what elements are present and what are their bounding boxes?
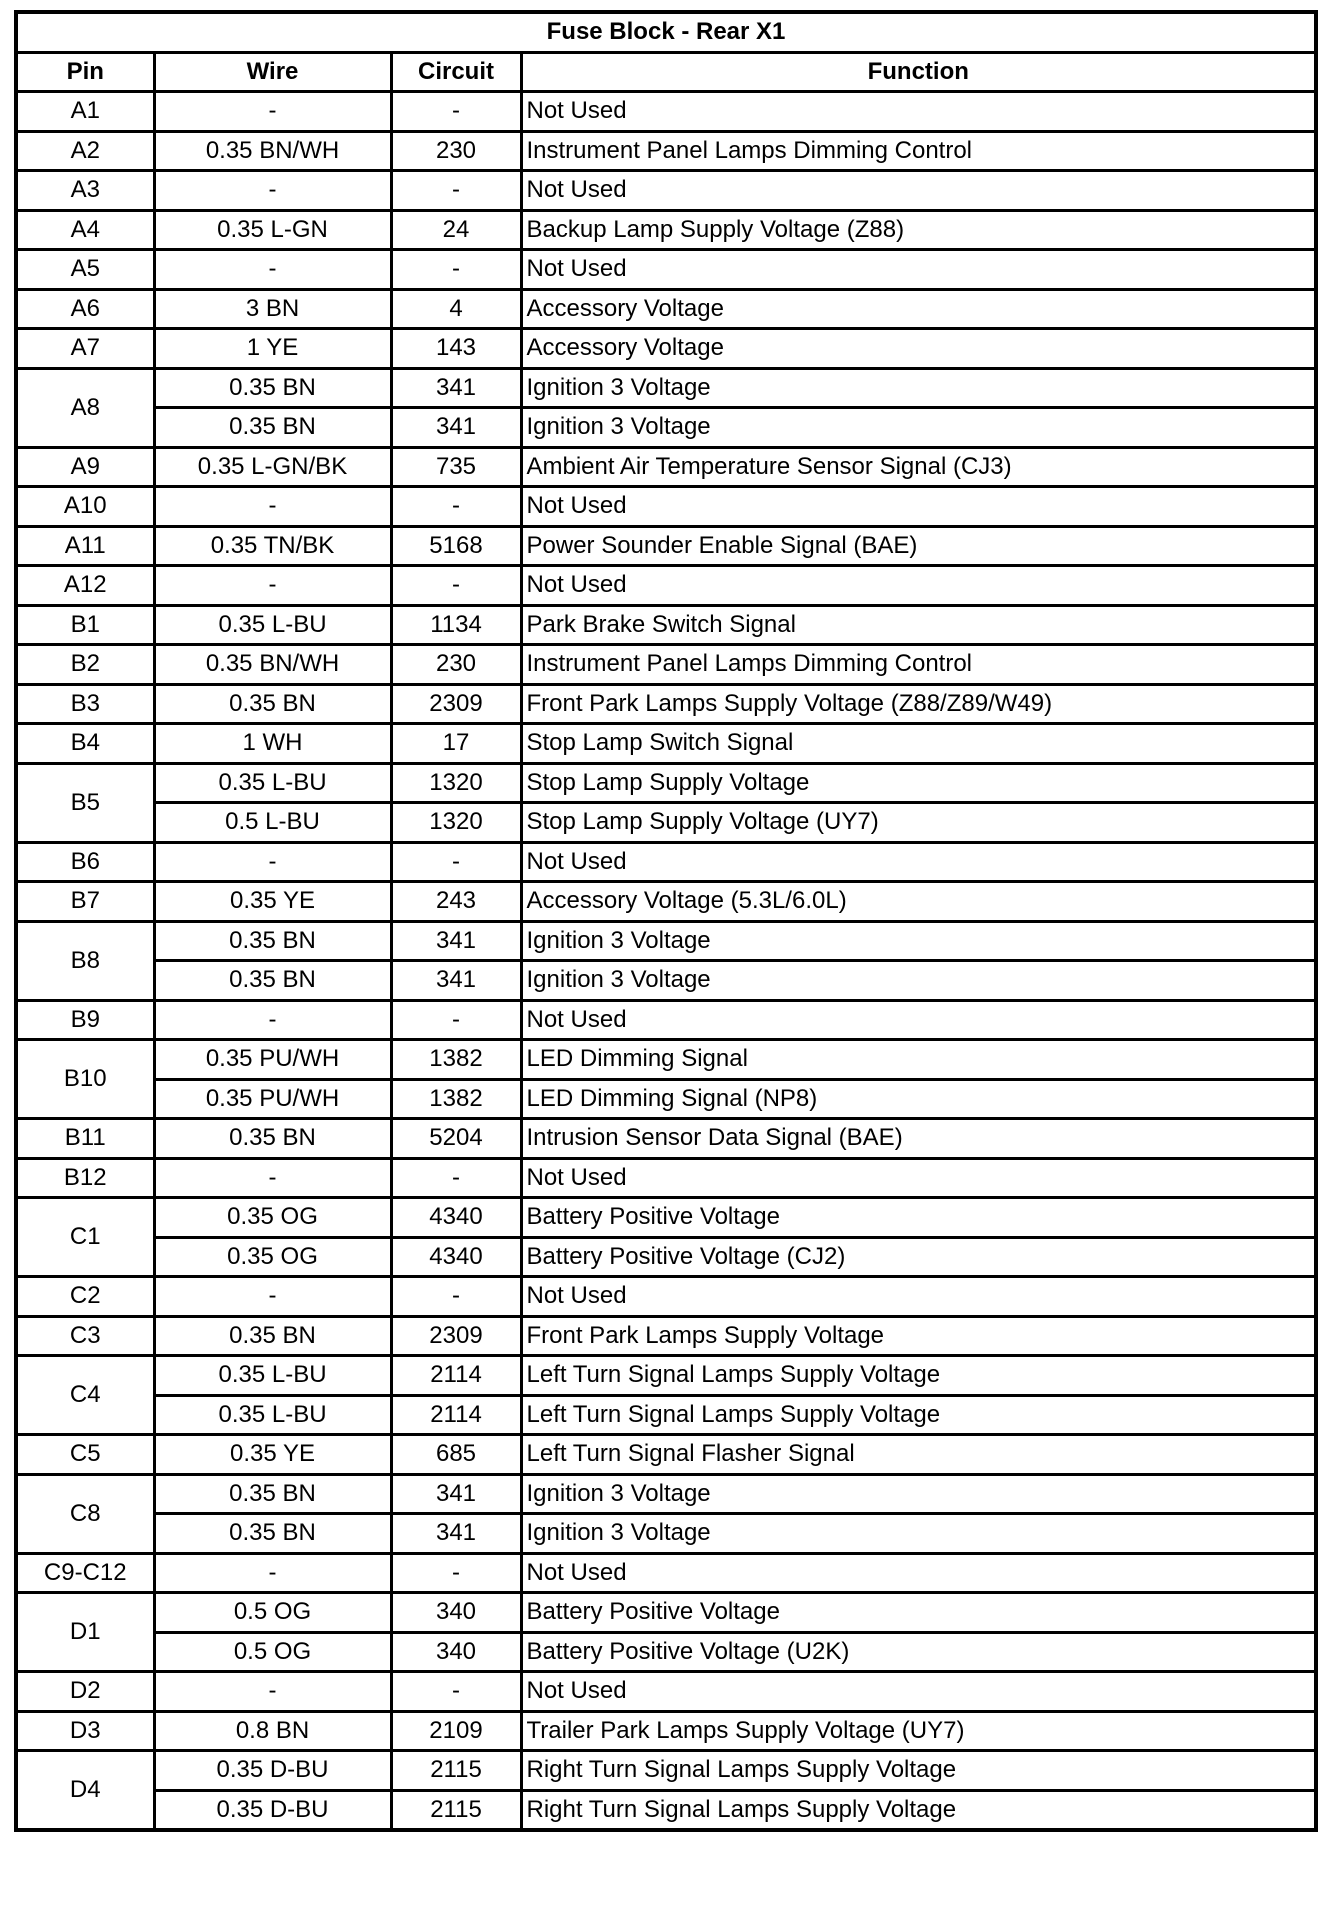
wire-cell: 0.35 YE <box>154 882 391 922</box>
table-row <box>16 961 1316 1001</box>
function-cell: Ignition 3 Voltage <box>521 1514 1316 1554</box>
wire-cell: 0.35 L-BU <box>154 605 391 645</box>
pin-column-header: Pin <box>16 52 154 92</box>
pin-cell: B7 <box>16 882 154 922</box>
function-cell: Ignition 3 Voltage <box>521 961 1316 1001</box>
function-cell: Not Used <box>521 1672 1316 1712</box>
table-title-row <box>16 12 1316 52</box>
circuit-cell: - <box>391 171 521 211</box>
wire-cell: 0.35 BN <box>154 368 391 408</box>
connector-pinout-table <box>14 10 1318 1832</box>
wire-cell: 0.35 BN <box>154 1474 391 1514</box>
table-row <box>16 842 1316 882</box>
table-row <box>16 1593 1316 1633</box>
circuit-cell: - <box>391 1158 521 1198</box>
function-cell: Ignition 3 Voltage <box>521 408 1316 448</box>
wire-cell: 0.35 PU/WH <box>154 1079 391 1119</box>
pin-cell: A3 <box>16 171 154 211</box>
circuit-cell: - <box>391 1553 521 1593</box>
function-cell: LED Dimming Signal <box>521 1040 1316 1080</box>
circuit-cell: 1382 <box>391 1079 521 1119</box>
circuit-cell: 2309 <box>391 1316 521 1356</box>
wire-cell: 0.5 OG <box>154 1632 391 1672</box>
pin-cell: C9-C12 <box>16 1553 154 1593</box>
function-cell: Battery Positive Voltage (CJ2) <box>521 1237 1316 1277</box>
function-cell: Ignition 3 Voltage <box>521 1474 1316 1514</box>
pin-cell: C2 <box>16 1277 154 1317</box>
pin-cell: B5 <box>16 763 154 842</box>
column-header-row <box>16 52 1316 92</box>
pin-cell: A11 <box>16 526 154 566</box>
circuit-cell: 340 <box>391 1593 521 1633</box>
wire-cell: - <box>154 1158 391 1198</box>
table-row <box>16 684 1316 724</box>
circuit-cell: 2114 <box>391 1395 521 1435</box>
wire-cell: 0.35 L-BU <box>154 1395 391 1435</box>
wire-cell: - <box>154 842 391 882</box>
circuit-cell: 1134 <box>391 605 521 645</box>
table-row <box>16 1119 1316 1159</box>
table-row <box>16 566 1316 606</box>
pin-cell: A7 <box>16 329 154 369</box>
function-cell: Ignition 3 Voltage <box>521 921 1316 961</box>
table-row <box>16 1711 1316 1751</box>
circuit-cell: 341 <box>391 921 521 961</box>
wire-cell: - <box>154 487 391 527</box>
table-row <box>16 1198 1316 1238</box>
circuit-cell: 735 <box>391 447 521 487</box>
table-row <box>16 1672 1316 1712</box>
table-row <box>16 171 1316 211</box>
function-cell: Front Park Lamps Supply Voltage (Z88/Z89/W49) <box>521 684 1316 724</box>
pin-cell: B12 <box>16 1158 154 1198</box>
pin-cell: B1 <box>16 605 154 645</box>
table-row <box>16 1751 1316 1791</box>
wire-cell: - <box>154 1000 391 1040</box>
pin-cell: C4 <box>16 1356 154 1435</box>
function-cell: Left Turn Signal Flasher Signal <box>521 1435 1316 1475</box>
table-row <box>16 1158 1316 1198</box>
table-row <box>16 1237 1316 1277</box>
wire-cell: 0.35 OG <box>154 1198 391 1238</box>
function-cell: Stop Lamp Supply Voltage <box>521 763 1316 803</box>
wire-cell: 0.35 PU/WH <box>154 1040 391 1080</box>
circuit-cell: 340 <box>391 1632 521 1672</box>
function-cell: Not Used <box>521 92 1316 132</box>
wire-cell: 0.35 L-GN/BK <box>154 447 391 487</box>
function-cell: Battery Positive Voltage (U2K) <box>521 1632 1316 1672</box>
pin-cell: B6 <box>16 842 154 882</box>
table-row <box>16 1040 1316 1080</box>
pin-cell: A5 <box>16 250 154 290</box>
wire-cell: 0.35 BN/WH <box>154 645 391 685</box>
function-cell: Park Brake Switch Signal <box>521 605 1316 645</box>
circuit-cell: - <box>391 92 521 132</box>
pin-cell: A4 <box>16 210 154 250</box>
pin-cell: A10 <box>16 487 154 527</box>
circuit-cell: 5204 <box>391 1119 521 1159</box>
pin-cell: B11 <box>16 1119 154 1159</box>
function-cell: Trailer Park Lamps Supply Voltage (UY7) <box>521 1711 1316 1751</box>
circuit-cell: - <box>391 1277 521 1317</box>
pin-cell: A9 <box>16 447 154 487</box>
circuit-cell: - <box>391 487 521 527</box>
pin-cell: D3 <box>16 1711 154 1751</box>
function-cell: Not Used <box>521 250 1316 290</box>
wire-cell: 0.35 BN <box>154 408 391 448</box>
pin-cell: B2 <box>16 645 154 685</box>
pin-cell: A1 <box>16 92 154 132</box>
table-row <box>16 605 1316 645</box>
table-row <box>16 645 1316 685</box>
pin-cell: B8 <box>16 921 154 1000</box>
table-row <box>16 1079 1316 1119</box>
table-row <box>16 1553 1316 1593</box>
function-cell: Front Park Lamps Supply Voltage <box>521 1316 1316 1356</box>
wire-cell: 0.5 OG <box>154 1593 391 1633</box>
circuit-cell: 4340 <box>391 1198 521 1238</box>
circuit-cell: 230 <box>391 131 521 171</box>
function-cell: LED Dimming Signal (NP8) <box>521 1079 1316 1119</box>
circuit-cell: 17 <box>391 724 521 764</box>
function-cell: Not Used <box>521 842 1316 882</box>
table-row <box>16 1474 1316 1514</box>
circuit-cell: 4 <box>391 289 521 329</box>
table-title: Fuse Block - Rear X1 <box>16 12 1316 52</box>
table-row <box>16 210 1316 250</box>
function-cell: Left Turn Signal Lamps Supply Voltage <box>521 1356 1316 1396</box>
table-row <box>16 882 1316 922</box>
table-row <box>16 368 1316 408</box>
circuit-cell: 5168 <box>391 526 521 566</box>
wire-cell: 0.5 L-BU <box>154 803 391 843</box>
wire-cell: 1 WH <box>154 724 391 764</box>
wire-cell: 3 BN <box>154 289 391 329</box>
wire-cell: - <box>154 171 391 211</box>
wire-cell: 0.35 L-BU <box>154 763 391 803</box>
pin-cell: C3 <box>16 1316 154 1356</box>
circuit-cell: 243 <box>391 882 521 922</box>
pin-cell: C8 <box>16 1474 154 1553</box>
circuit-cell: 2109 <box>391 1711 521 1751</box>
function-cell: Right Turn Signal Lamps Supply Voltage <box>521 1790 1316 1830</box>
circuit-cell: 2115 <box>391 1751 521 1791</box>
table-row <box>16 1790 1316 1830</box>
function-cell: Backup Lamp Supply Voltage (Z88) <box>521 210 1316 250</box>
pin-rows <box>16 92 1316 1831</box>
function-cell: Not Used <box>521 566 1316 606</box>
table-row <box>16 1356 1316 1396</box>
wire-cell: 0.35 BN <box>154 1119 391 1159</box>
circuit-cell: - <box>391 566 521 606</box>
table-row <box>16 289 1316 329</box>
wire-cell: 0.35 BN <box>154 684 391 724</box>
function-cell: Not Used <box>521 1000 1316 1040</box>
circuit-cell: 1382 <box>391 1040 521 1080</box>
wire-cell: 0.35 D-BU <box>154 1751 391 1791</box>
table-row <box>16 921 1316 961</box>
circuit-cell: - <box>391 1000 521 1040</box>
function-cell: Instrument Panel Lamps Dimming Control <box>521 645 1316 685</box>
table-row <box>16 131 1316 171</box>
table-row <box>16 1514 1316 1554</box>
table-row <box>16 447 1316 487</box>
function-cell: Instrument Panel Lamps Dimming Control <box>521 131 1316 171</box>
circuit-cell: - <box>391 842 521 882</box>
wire-cell: 0.35 L-GN <box>154 210 391 250</box>
table-row <box>16 1435 1316 1475</box>
pin-cell: D2 <box>16 1672 154 1712</box>
circuit-cell: 143 <box>391 329 521 369</box>
function-cell: Battery Positive Voltage <box>521 1198 1316 1238</box>
pin-cell: A2 <box>16 131 154 171</box>
pin-cell: B4 <box>16 724 154 764</box>
circuit-cell: 341 <box>391 368 521 408</box>
circuit-cell: 4340 <box>391 1237 521 1277</box>
table-row <box>16 408 1316 448</box>
circuit-cell: 341 <box>391 1514 521 1554</box>
function-cell: Stop Lamp Switch Signal <box>521 724 1316 764</box>
wire-cell: - <box>154 1553 391 1593</box>
circuit-cell: 341 <box>391 408 521 448</box>
table-row <box>16 803 1316 843</box>
function-cell: Not Used <box>521 1158 1316 1198</box>
table-row <box>16 92 1316 132</box>
wire-cell: 0.35 BN <box>154 921 391 961</box>
table-row <box>16 526 1316 566</box>
circuit-cell: 1320 <box>391 763 521 803</box>
wire-cell: 0.35 BN <box>154 961 391 1001</box>
function-cell: Accessory Voltage <box>521 289 1316 329</box>
circuit-column-header: Circuit <box>391 52 521 92</box>
wire-cell: 0.35 BN <box>154 1316 391 1356</box>
function-cell: Not Used <box>521 487 1316 527</box>
table-row <box>16 724 1316 764</box>
circuit-cell: 230 <box>391 645 521 685</box>
wire-cell: 0.35 TN/BK <box>154 526 391 566</box>
table-row <box>16 250 1316 290</box>
function-cell: Intrusion Sensor Data Signal (BAE) <box>521 1119 1316 1159</box>
function-cell: Stop Lamp Supply Voltage (UY7) <box>521 803 1316 843</box>
wire-cell: - <box>154 250 391 290</box>
pin-cell: B3 <box>16 684 154 724</box>
function-cell: Power Sounder Enable Signal (BAE) <box>521 526 1316 566</box>
pin-cell: B10 <box>16 1040 154 1119</box>
wire-cell: 0.8 BN <box>154 1711 391 1751</box>
function-cell: Not Used <box>521 1553 1316 1593</box>
wire-cell: 1 YE <box>154 329 391 369</box>
pin-cell: C5 <box>16 1435 154 1475</box>
function-cell: Accessory Voltage (5.3L/6.0L) <box>521 882 1316 922</box>
function-cell: Accessory Voltage <box>521 329 1316 369</box>
pin-cell: D4 <box>16 1751 154 1831</box>
circuit-cell: 1320 <box>391 803 521 843</box>
pin-cell: A8 <box>16 368 154 447</box>
circuit-cell: 2114 <box>391 1356 521 1396</box>
circuit-cell: 341 <box>391 1474 521 1514</box>
table-row <box>16 1277 1316 1317</box>
table-row <box>16 1632 1316 1672</box>
function-cell: Ignition 3 Voltage <box>521 368 1316 408</box>
wire-cell: - <box>154 92 391 132</box>
circuit-cell: 2309 <box>391 684 521 724</box>
pin-cell: B9 <box>16 1000 154 1040</box>
circuit-cell: - <box>391 250 521 290</box>
wire-cell: 0.35 YE <box>154 1435 391 1475</box>
wire-cell: 0.35 L-BU <box>154 1356 391 1396</box>
circuit-cell: - <box>391 1672 521 1712</box>
pin-cell: A6 <box>16 289 154 329</box>
pin-cell: C1 <box>16 1198 154 1277</box>
function-cell: Left Turn Signal Lamps Supply Voltage <box>521 1395 1316 1435</box>
function-cell: Ambient Air Temperature Sensor Signal (CJ3) <box>521 447 1316 487</box>
table-row <box>16 763 1316 803</box>
table-row <box>16 1000 1316 1040</box>
wire-cell: 0.35 OG <box>154 1237 391 1277</box>
wire-cell: - <box>154 1277 391 1317</box>
wire-cell: 0.35 BN <box>154 1514 391 1554</box>
function-cell: Battery Positive Voltage <box>521 1593 1316 1633</box>
table-row <box>16 329 1316 369</box>
table-row <box>16 1395 1316 1435</box>
table-row <box>16 1316 1316 1356</box>
pin-cell: D1 <box>16 1593 154 1672</box>
circuit-cell: 24 <box>391 210 521 250</box>
table-row <box>16 487 1316 527</box>
function-cell: Not Used <box>521 1277 1316 1317</box>
circuit-cell: 685 <box>391 1435 521 1475</box>
wire-cell: 0.35 BN/WH <box>154 131 391 171</box>
pin-cell: A12 <box>16 566 154 606</box>
function-column-header: Function <box>521 52 1316 92</box>
function-cell: Right Turn Signal Lamps Supply Voltage <box>521 1751 1316 1791</box>
circuit-cell: 341 <box>391 961 521 1001</box>
function-cell: Not Used <box>521 171 1316 211</box>
wire-column-header: Wire <box>154 52 391 92</box>
circuit-cell: 2115 <box>391 1790 521 1830</box>
wire-cell: 0.35 D-BU <box>154 1790 391 1830</box>
wire-cell: - <box>154 566 391 606</box>
wire-cell: - <box>154 1672 391 1712</box>
